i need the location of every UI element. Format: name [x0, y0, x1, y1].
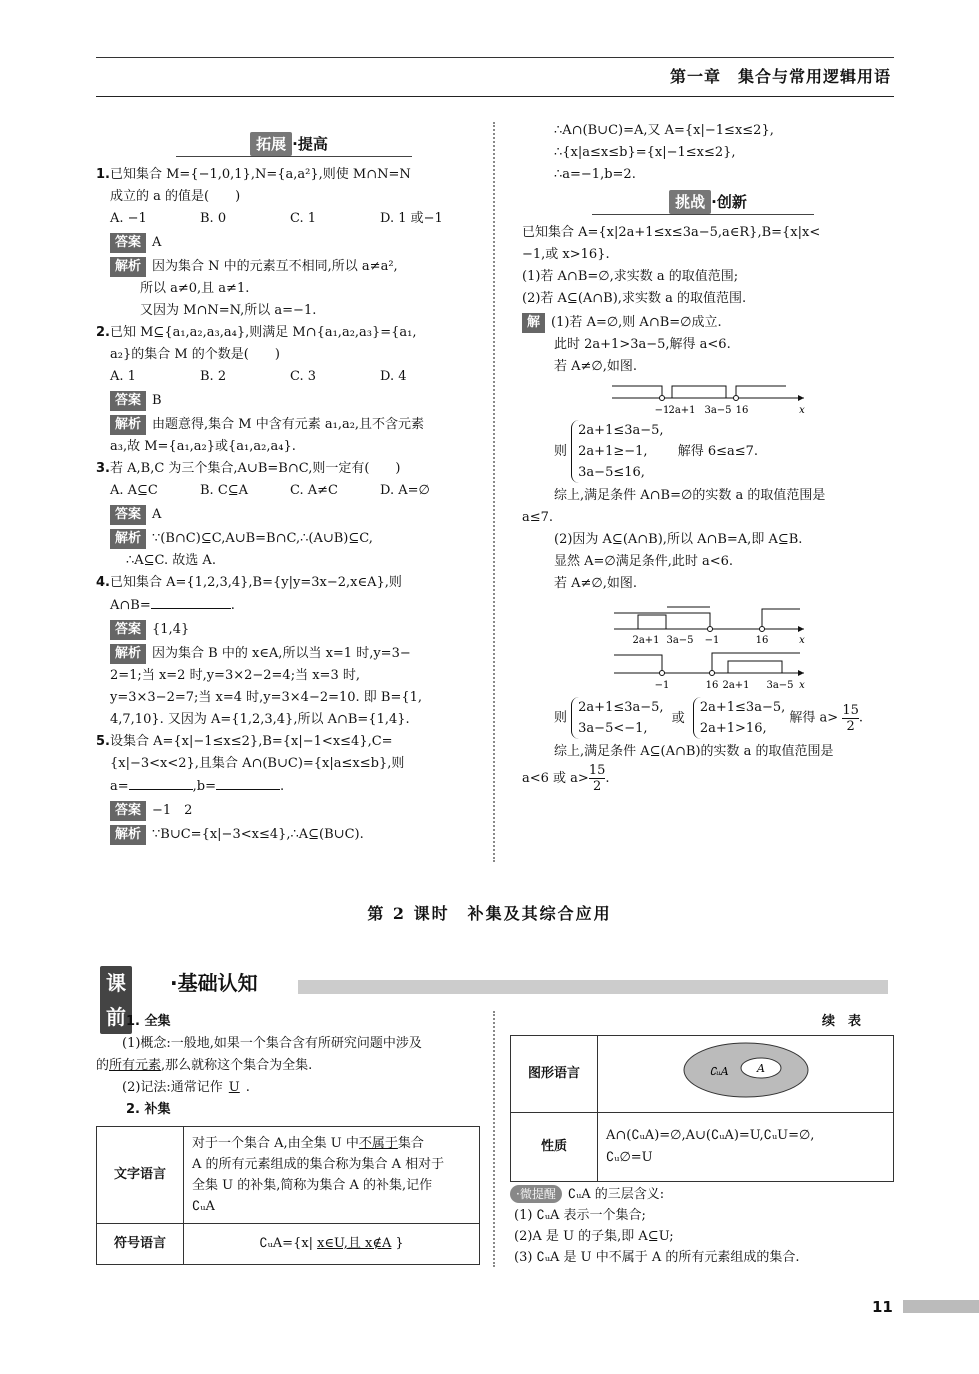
analysis-5: 解析 ∵B∪C={x|−3<x≤4},∴A⊆(B∪C).: [96, 824, 482, 846]
solution-line: 显然 A=∅满足条件,此时 a<6.: [554, 554, 734, 569]
concept-line: (1)概念:一般地,如果一个集合含有所研究问题中涉及: [122, 1036, 422, 1051]
axis-label: 2a+1: [632, 635, 660, 645]
question-5-line2: {x|−3<x<2},且集合 A∩(B∪C)={x|a≤x≤b},则: [110, 756, 405, 771]
option: A. 1: [110, 369, 136, 384]
problem-line: (1)若 A∩B=∅,求实数 a 的取值范围;: [522, 269, 739, 284]
problem-line: (2)若 A⊆(A∩B),求实数 a 的取值范围.: [522, 291, 747, 306]
analysis-1: 解析 因为集合 N 中的元素互不相同,所以 a≠a²,: [96, 256, 482, 278]
continued-label: 续 表: [822, 1014, 862, 1029]
number-line-figure-1: [522, 378, 894, 418]
option: B. 0: [200, 211, 227, 226]
header-rule-bottom: [96, 96, 894, 97]
fraction: $\frac{15}{2}$: [588, 763, 606, 794]
axis-label: 2a+1: [668, 405, 696, 416]
number-line-figure-2: [522, 595, 894, 645]
number-line-figure-3: [522, 645, 894, 695]
solution-line: 此时 2a+1>3a−5,解得 a<6.: [554, 337, 731, 352]
problem-line: 已知集合 A={x|2a+1≤x≤3a−5,a∈R},B={x|x<: [522, 225, 821, 240]
answer-blank-b: [216, 775, 280, 790]
venn-diagram: [681, 1040, 811, 1100]
question-3-options: [96, 480, 482, 502]
solution-start: 解 (1)若 A=∅,则 A∩B=∅成立.: [522, 312, 894, 334]
chapter-title: 第一章 集合与常用逻辑用语: [669, 67, 891, 86]
analysis-3-line: ∴A⊆C. 故选 A.: [126, 553, 216, 568]
tip-pill: ·微提醒: [510, 1185, 562, 1203]
problem-line: −1,或 x>16}.: [522, 247, 610, 262]
answer-3: 答案 A: [96, 504, 482, 526]
axis-label: 16: [735, 405, 749, 416]
solution-line: 综上,满足条件 A⊆(A∩B)的实数 a 的取值范围是: [554, 744, 834, 759]
axis-label: 3a−5: [766, 680, 794, 691]
question-5-line3: a= ,b= .: [96, 775, 482, 798]
continued-line: ∴{x|a≤x≤b}={x|−1≤x≤2},: [554, 145, 736, 160]
row-content: 对于一个集合 A,由全集 U 中不属于集合 A 的所有元素组成的集合称为集合 A 相对于 全集 U 的补集,简称为集合 A 的补集,记作 ∁ᵤA: [184, 1127, 480, 1224]
page-number-bar: [903, 1300, 979, 1313]
tip-line: (3) ∁ᵤA 是 U 中不属于 A 的所有元素组成的集合.: [514, 1250, 800, 1265]
axis-label: −1: [704, 635, 720, 645]
axis-label: 16: [705, 680, 719, 691]
section-underline: [176, 156, 412, 157]
axis-label: 3a−5: [666, 635, 694, 645]
solution-line: 若 A≠∅,如图.: [554, 576, 638, 591]
tip-head: ·微提醒 ∁ᵤA 的三层含义:: [510, 1184, 894, 1205]
answer-5: 答案 −1 2: [96, 800, 482, 822]
solution-line: (2)因为 A⊆(A∩B),所以 A∩B=A,即 A⊆B.: [554, 532, 803, 547]
axis-label: −1: [654, 680, 670, 691]
question-4: 4.已知集合 A={1,2,3,4},B={y|y=3x−2,x∈A},则: [96, 575, 402, 590]
fraction: $\frac{15}{2}$: [842, 702, 859, 734]
inequality-system-2: 则 2a+1≤3a−5, 3a−5<−1, 或 2a+1≤3a−5, 2a+1>16, 解得 a> $\frac{15}{2}$ .: [522, 697, 894, 739]
axis-label: x: [799, 405, 805, 416]
tip-line: (1) ∁ᵤA 表示一个集合;: [514, 1208, 646, 1223]
solution-line: a<6 或 a> $\frac{15}{2}$ .: [522, 763, 610, 794]
axis-label: 16: [755, 635, 769, 645]
continued-table: [510, 1035, 894, 1182]
section-underline: [592, 214, 814, 215]
question-1-line2: 成立的 a 的值是( ): [110, 189, 241, 204]
left-column: [96, 128, 482, 846]
option: C. 1: [290, 211, 317, 226]
option: B. 2: [200, 369, 227, 384]
continued-line: ∴A∩(B∪C)=A,又 A={x|−1≤x≤2},: [554, 123, 774, 138]
concept-line: (2)记法:通常记作 U .: [122, 1080, 250, 1095]
solution-line: a≤7.: [522, 510, 554, 525]
column-divider: [493, 1011, 495, 1267]
axis-label: 3a−5: [704, 405, 732, 416]
inequality-system-1: 则 2a+1≤3a−5, 2a+1≥−1, 3a−5≤16, 解得 6≤a≤7.: [522, 420, 894, 483]
axis-label: x: [799, 680, 805, 691]
option: B. C⊆A: [200, 483, 249, 498]
question-1-options: [96, 208, 482, 230]
analysis-1-line: 所以 a≠0,且 a≠1.: [140, 281, 250, 296]
venn-complement-label: ∁ᵤA: [708, 1065, 729, 1078]
tip-box: [510, 1184, 894, 1268]
section-title-text: ·创新: [711, 193, 747, 211]
lesson-title: 第 2 课时 补集及其综合应用: [367, 904, 612, 923]
row-head: 性质: [511, 1113, 598, 1182]
answer-4: 答案 {1,4}: [96, 619, 482, 641]
option: D. 1 或−1: [380, 211, 443, 226]
tip-line: (2)A 是 U 的子集,即 A⊆U;: [514, 1229, 674, 1244]
venn-cell: [598, 1036, 894, 1113]
option: C. A≠C: [290, 483, 338, 498]
venn-set-label: A: [756, 1062, 765, 1075]
analysis-4: 解析 因为集合 B 中的 x∈A,所以当 x=1 时,y=3−: [96, 643, 482, 665]
banner-band: [298, 980, 888, 994]
column-divider: [493, 122, 495, 862]
option: D. 4: [380, 369, 407, 384]
concept-section: [96, 1011, 482, 1121]
axis-label: x: [799, 635, 805, 645]
answer-1: 答案 A: [96, 232, 482, 254]
page-number: 11: [872, 1298, 893, 1316]
axis-label: 2a+1: [722, 680, 750, 691]
concept-heading: 1. 全集: [126, 1014, 171, 1029]
analysis-4-line: 4,7,10}. 又因为 A={1,2,3,4},所以 A∩B={1,4}.: [110, 712, 410, 727]
analysis-4-line: 2=1;当 x=2 时,y=3×2−2=4;当 x=3 时,: [110, 668, 360, 683]
axis-label: −1: [654, 405, 670, 416]
section-title-challenge: [522, 190, 894, 216]
answer-2: 答案 B: [96, 390, 482, 412]
row-head: 图形语言: [511, 1036, 598, 1113]
option: A. −1: [110, 211, 147, 226]
brace: 2a+1≤3a−5, 3a−5<−1,: [571, 697, 663, 739]
continued-line: ∴a=−1,b=2.: [554, 167, 636, 182]
question-2-line2: a₂}的集合 M 的个数是( ): [110, 347, 280, 362]
question-3: 3.若 A,B,C 为三个集合,A∪B=B∩C,则一定有( ): [96, 461, 401, 476]
brace: 2a+1≤3a−5, 2a+1>16,: [693, 697, 785, 739]
solution-line: 综上,满足条件 A∩B=∅的实数 a 的取值范围是: [554, 488, 826, 503]
answer-blank-a: [129, 775, 193, 790]
brace: 2a+1≤3a−5, 2a+1≥−1, 3a−5≤16,: [571, 420, 663, 483]
section-title-text: ·提高: [292, 135, 328, 153]
section-title-extension: [96, 132, 482, 158]
analysis-2: 解析 由题意得,集合 M 中含有元素 a₁,a₂,且不含元素: [96, 414, 482, 436]
question-1: 1.已知集合 M={−1,0,1},N={a,a²},则使 M∩N=N: [96, 167, 411, 182]
header-rule-top: [96, 57, 894, 58]
right-column: [522, 120, 894, 794]
option: D. A=∅: [380, 483, 430, 498]
question-4-line2: A∩B= .: [96, 594, 482, 617]
complement-table: [96, 1126, 480, 1265]
question-5: 5.设集合 A={x|−1≤x≤2},B={x|−1<x≤4},C=: [96, 734, 393, 749]
row-content: A∩(∁ᵤA)=∅,A∪(∁ᵤA)=U,∁ᵤU=∅, ∁ᵤ∅=U: [598, 1113, 894, 1182]
row-head: 符号语言: [97, 1224, 184, 1265]
concept-line: 的所有元素,那么就称这个集合为全集.: [96, 1058, 313, 1073]
question-2-options: [96, 366, 482, 388]
section-tag: 挑战: [669, 190, 711, 214]
solution-line: 若 A≠∅,如图.: [554, 359, 638, 374]
analysis-4-line: y=3×3−2=7;当 x=4 时,y=3×4−2=10. 即 B={1,: [110, 690, 423, 705]
answer-blank: [151, 594, 231, 609]
analysis-2-line: a₃,故 M={a₁,a₂}或{a₁,a₂,a₄}.: [110, 439, 296, 454]
row-head: 文字语言: [97, 1127, 184, 1224]
analysis-1-line: 又因为 M∩N=N,所以 a=−1.: [140, 303, 317, 318]
concept-heading: 2. 补集: [126, 1102, 171, 1117]
banner-box: 课前: [100, 966, 132, 1034]
option: A. A⊆C: [110, 483, 158, 498]
question-2: 2.已知 M⊆{a₁,a₂,a₃,a₄},则满足 M∩{a₁,a₂,a₃}={a₁,: [96, 325, 417, 340]
banner-title: ·基础认知: [170, 971, 258, 995]
row-content: ∁ᵤA={x| x∈U,且 x∉A }: [184, 1224, 480, 1265]
analysis-3: 解析 ∵(B∩C)⊆C,A∪B=B∩C,∴(A∪B)⊆C,: [96, 528, 482, 550]
section-tag: 拓展: [250, 132, 292, 156]
option: C. 3: [290, 369, 317, 384]
